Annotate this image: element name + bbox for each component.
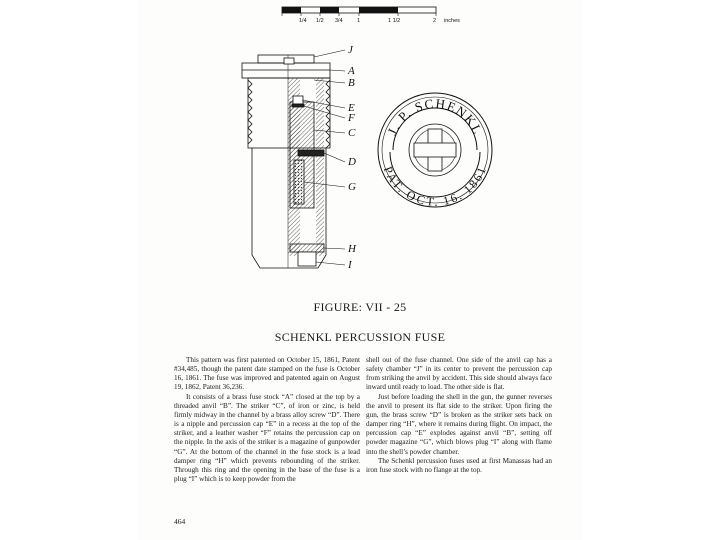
- part-label-e: E: [348, 102, 355, 114]
- part-label-j: J: [348, 44, 353, 56]
- scale-tick-5: 2: [433, 18, 437, 24]
- part-label-f: F: [348, 112, 355, 124]
- right-paragraph-2: Just before loading the shell in the gun, the gunner reverses the anvil to present its flat side to the striker. Upon firing the gun, the brass screw “D” is broken as the striker sets back on damper ring “H”, where it remains during flight. On impact, the percussion cap “E” explodes against anvil “B”, setting off powder magazine “G”, which blows plug “I” along with flame into the shell’s powder chamber.: [366, 392, 552, 456]
- scale-tick-3: 1: [357, 18, 361, 24]
- scale-tick-1: 1/2: [316, 18, 324, 24]
- right-paragraph-1: shell out of the fuse channel. One side of the anvil cap has a safety chamber “J” in its center to prevent the percussion cap from striking the anvil by accident. This side should always face inward until ready to load. The other side is flat.: [366, 356, 552, 392]
- stamp-bottom-text: PAT. OCT. 16. 1861: [380, 164, 490, 209]
- body-column-left: [174, 356, 360, 484]
- left-paragraph-1: This pattern was first patented on October 15, 1861, Patent #34,485, though the patent date stamped on the fuse is October 16, 1861. The fuse was improved and patented again on August 19, 1862, Patent 36,236.: [174, 356, 360, 392]
- fuse-section-view: [242, 55, 330, 268]
- stamp-top-text: J. P. SCHENKL: [384, 95, 486, 138]
- book-page: [138, 0, 582, 540]
- part-label-h: H: [348, 243, 356, 255]
- part-label-d: D: [348, 156, 356, 168]
- fuse-drawing: [138, 0, 582, 300]
- figure-label: FIGURE: VII - 25: [313, 300, 407, 314]
- scale-tick-4: 1 1/2: [388, 18, 401, 24]
- left-paragraph-2: It consists of a brass fuse stock “A” closed at the top by a threaded anvil “B”. The striker “C”, of iron or zinc, is held firmly midway in the channel by a brass alloy screw “D”. There is a nipple and percussion cap “E” in a recess at the top of the striker, and a leather washer “F” retains the percussion cap on the nipple. In the axis of the striker is a magazine of gunpowder “G”. At the bottom of the channel in the fuse stock is a lead damper ring “H” which prevents rebounding of the striker. Through this ring and the opening in the base of the fuse is a plug “I” which is to keep powder from the: [174, 392, 360, 484]
- scale-tick-0: 1/4: [299, 18, 307, 24]
- part-label-i: I: [348, 259, 352, 271]
- scale-unit: inches: [444, 18, 460, 24]
- page-number: 464: [174, 517, 186, 526]
- part-label-a: A: [348, 65, 355, 77]
- part-label-b: B: [348, 77, 355, 89]
- part-label-c: C: [348, 127, 356, 139]
- figure-title: SCHENKL PERCUSSION FUSE: [274, 330, 446, 344]
- body-column-right: [366, 356, 552, 475]
- part-label-g: G: [348, 181, 356, 193]
- scale-tick-2: 3/4: [335, 18, 343, 24]
- right-paragraph-3: The Schenkl percussion fuses used at first Manassas had an iron fuse stock with no flange at the top.: [366, 456, 552, 474]
